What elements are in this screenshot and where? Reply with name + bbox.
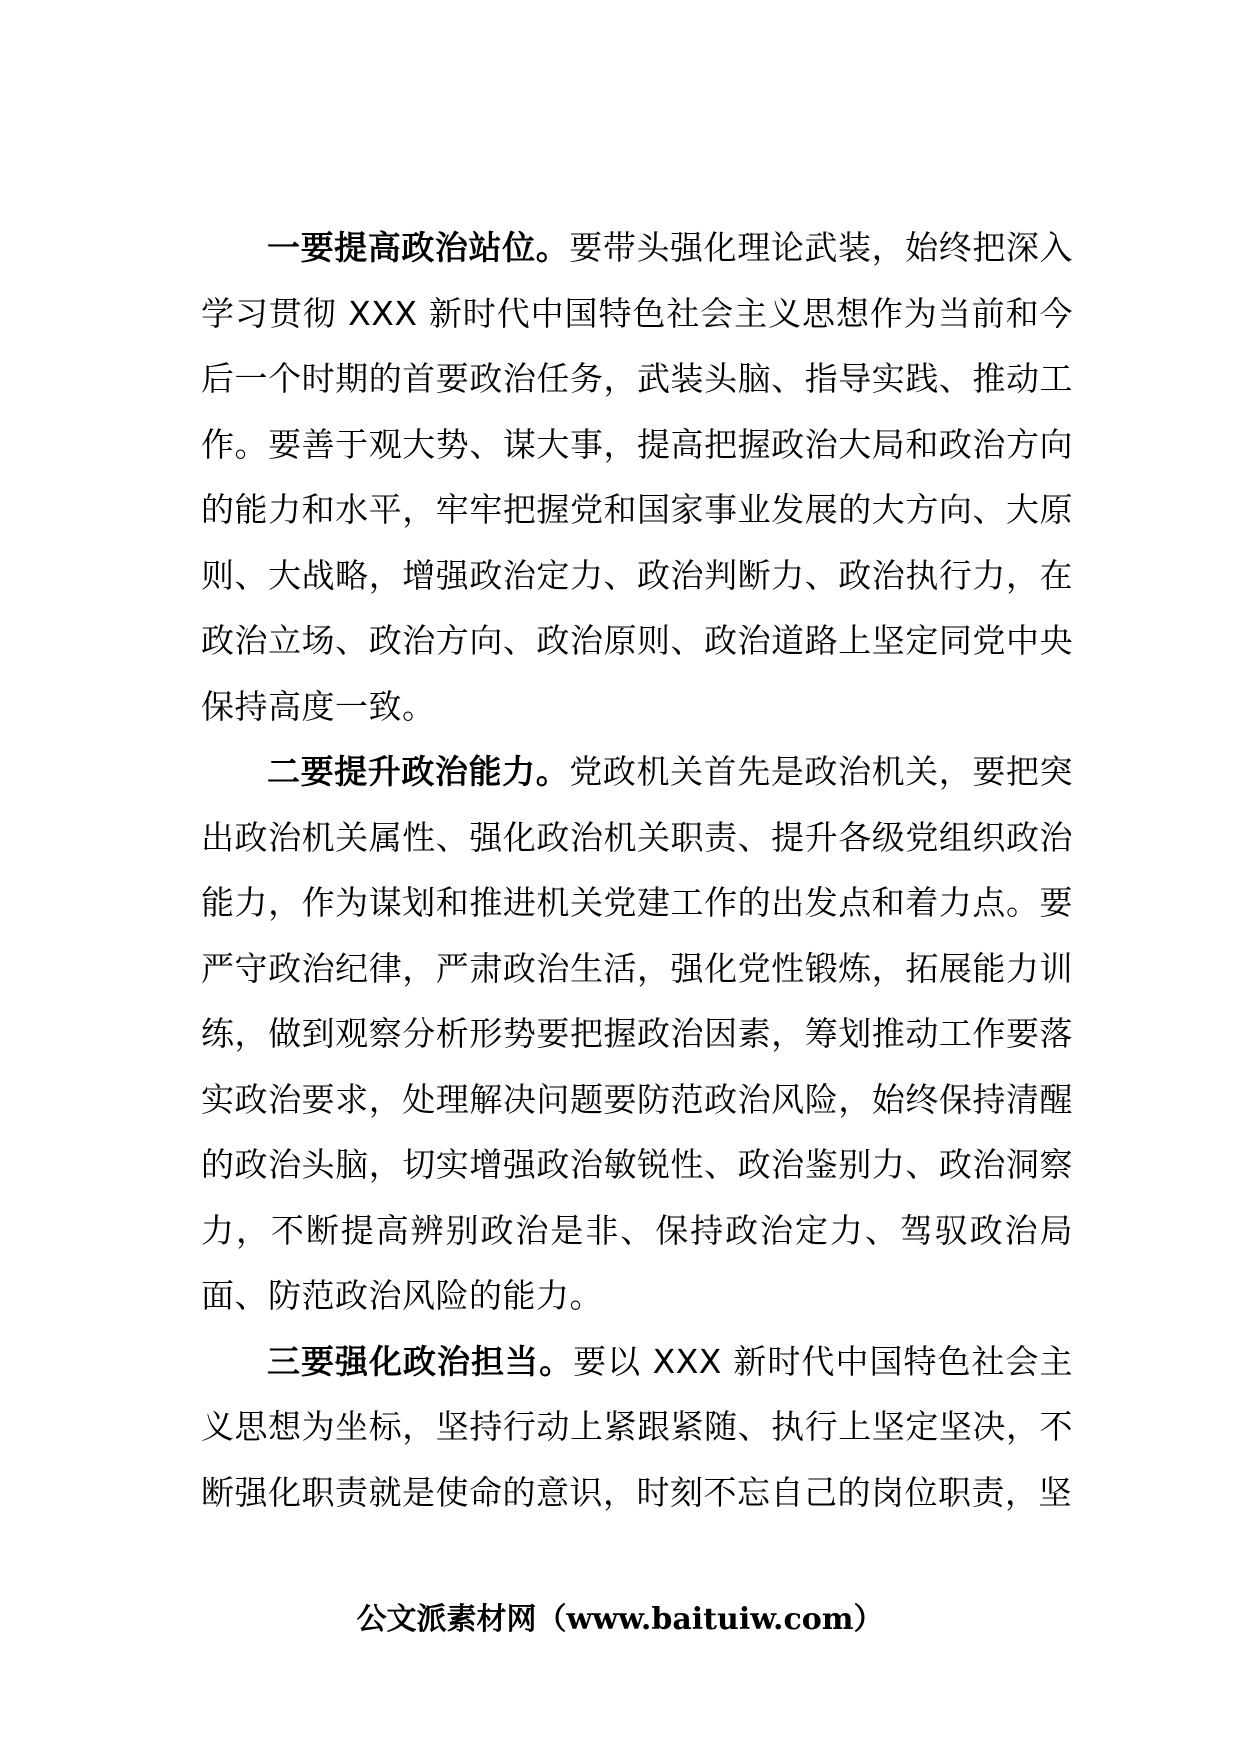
paragraph-2-heading: 二要提升政治能力。 (267, 752, 570, 791)
paragraph-1-text: 要带头强化理论武装，始终把深入学习贯彻 XXX 新时代中国特色社会主义思想作为当前和今后一个时期的首要政治任务，武装头脑、指导实践、推动工作。要善于观大势、谋大事，提高把握政治大局和政治方向的能力和水平，牢牢把握党和国家事业发展的大方向、大原则、大战略，增强政治定力、政治判断力、政治执行力，在政治立场、政治方向、政治原则、政治道路上坚定同党中央保持高度一致。 (201, 228, 1074, 726)
paragraph-2 (201, 739, 1073, 1329)
document-body (201, 215, 1073, 1525)
paragraph-3 (201, 1329, 1073, 1526)
paragraph-3-text: 要以 XXX 新时代中国特色社会主义思想为坐标，坚持行动上紧跟紧随、执行上坚定坚决，不断强化职责就是使命的意识，时刻不忘自己的岗位职责，坚 (201, 1341, 1073, 1512)
page-footer-source: 公文派素材网（www.baituiw.com） (356, 1602, 884, 1637)
paragraph-2-text: 党政机关首先是政治机关，要把突出政治机关属性、强化政治机关职责、提升各级党组织政治能力，作为谋划和推进机关党建工作的出发点和着力点。要严守政治纪律，严肃政治生活，强化党性锻炼，拓展能力训练，做到观察分析形势要把握政治因素，筹划推动工作要落实政治要求，处理解决问题要防范政治风险，始终保持清醒的政治头脑，切实增强政治敏锐性、政治鉴别力、政治洞察力，不断提高辨别政治是非、保持政治定力、驾驭政治局面、防范政治风险的能力。 (201, 752, 1074, 1315)
paragraph-3-heading: 三要强化政治担当。 (267, 1341, 574, 1381)
paragraph-1 (201, 215, 1073, 739)
paragraph-1-heading: 一要提高政治站位。 (267, 228, 570, 267)
